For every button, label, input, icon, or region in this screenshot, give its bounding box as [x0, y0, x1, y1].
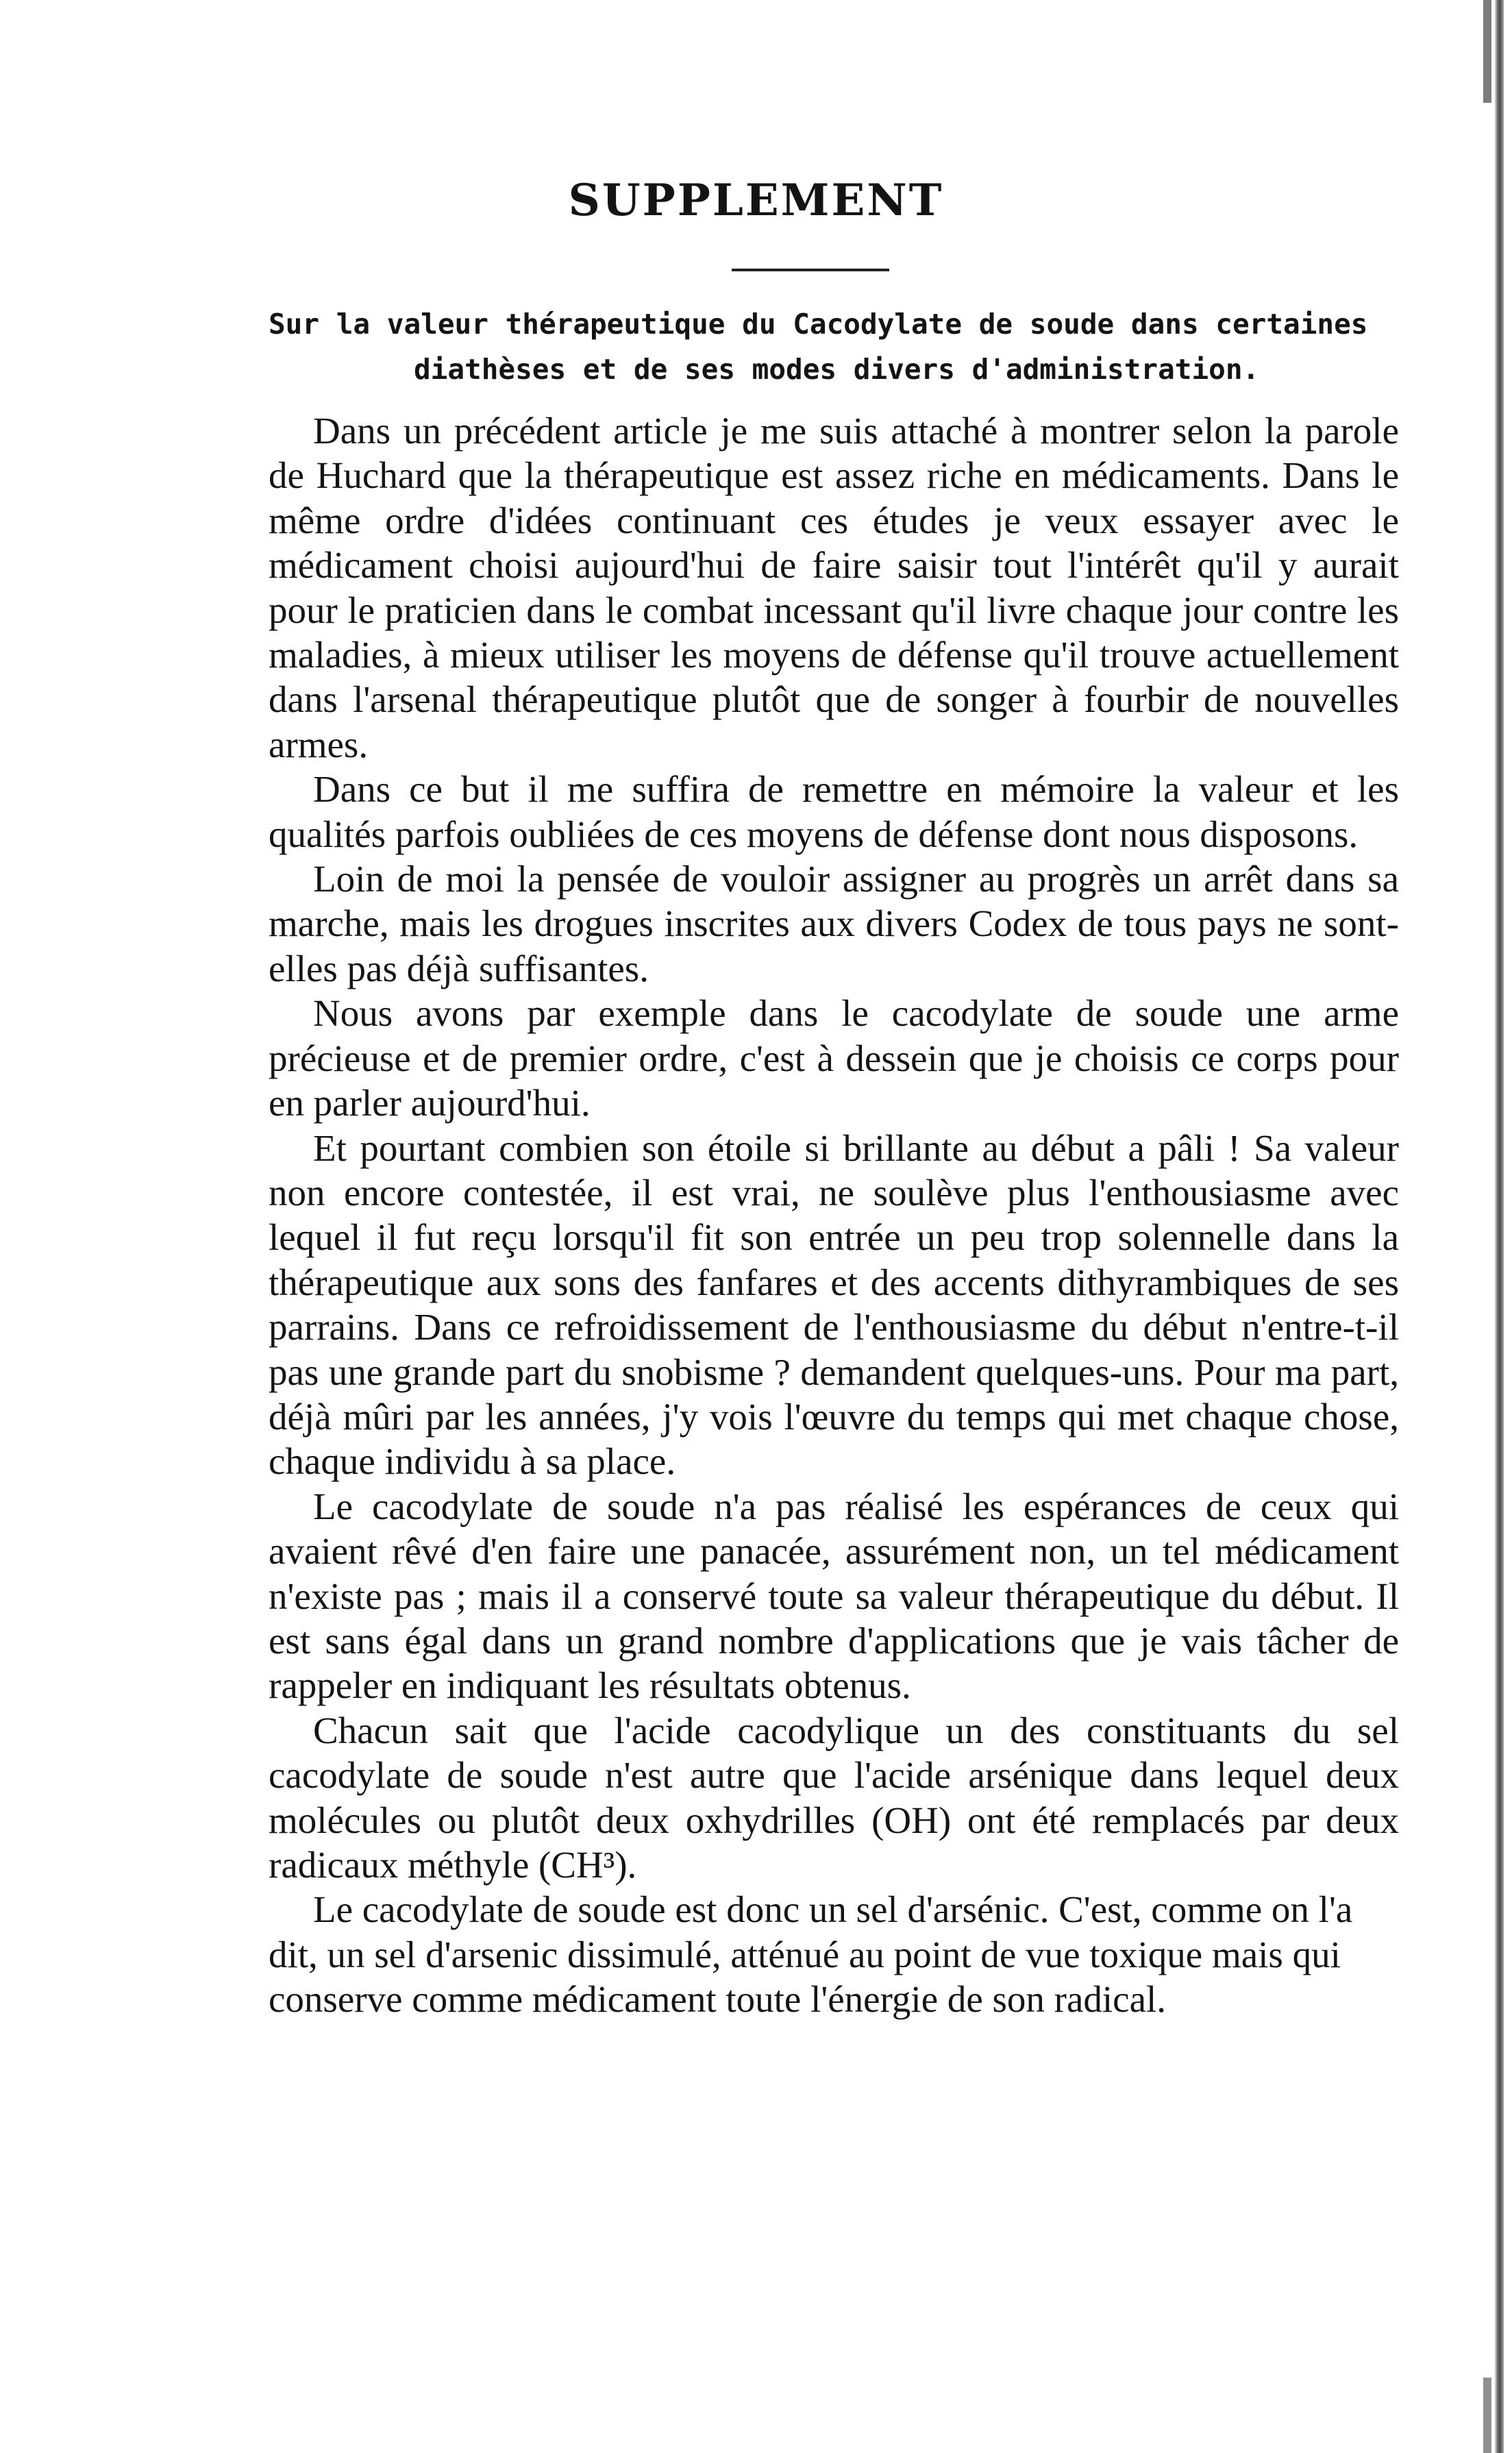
paragraph: Dans un précédent article je me suis attaché à montrer selon la parole de Huchard que la thérapeutique est assez riche en médicaments. Dans le même ordre d'idées continuant ces études je veux essayer avec le médicament choisi aujourd'hui de faire saisir tout l'intérêt qu'il y aurait pour le praticien dans le combat incessant qu'il livre chaque jour contre les maladies, à mieux utiliser les moyens de défense qu'il trouve actuellement dans l'arsenal thérapeutique plutôt que de songer à fourbir de nouvelles armes.	[269, 410, 1399, 765]
paragraph: Loin de moi la pensée de vouloir assigner au progrès un arrêt dans sa marche, mais les drogues inscrites aux divers Codex de tous pays ne sont-elles pas déjà suffisantes.	[269, 858, 1399, 989]
paragraph: Le cacodylate de soude n'a pas réalisé les espérances de ceux qui avaient rêvé d'en faire une panacée, assurément non, un tel médicament n'existe pas ; mais il a conservé toute sa valeur thérapeutique du début. Il est sans égal dans un grand nombre d'applications que je vais tâcher de rappeler en indiquant les résultats obtenus.	[269, 1485, 1399, 1707]
binding-mark-bottom	[1483, 2378, 1491, 2453]
paragraph: Dans ce but il me suffira de remettre en mémoire la valeur et les qualités parfois oubliées de ces moyens de défense dont nous disposons.	[269, 768, 1399, 855]
subtitle-line-1: Sur la valeur thérapeutique du Cacodylate de soude dans certaines	[269, 308, 1368, 341]
paragraph: Le cacodylate de soude est donc un sel d'arsénic. C'est, comme on l'a dit, un sel d'arsenic dissimulé, atténué au point de vue toxique mais qui conserve comme médicament toute l'énergie de son radical.	[269, 1888, 1353, 2021]
binding-edge	[1494, 0, 1504, 2453]
binding-mark-top	[1483, 0, 1491, 103]
article-body	[269, 408, 1399, 2022]
subtitle-line-2: diathèses et de ses modes divers d'administration.	[414, 353, 1260, 386]
page-title: SUPPLEMENT	[568, 175, 944, 226]
section-subtitle	[269, 301, 1447, 392]
paragraph: Nous avons par exemple dans le cacodylate de soude une arme précieuse et de premier ordre, c'est à dessein que je choisis ce corps pour en parler aujourd'hui.	[269, 992, 1399, 1124]
paragraph: Chacun sait que l'acide cacodylique un des constituants du sel cacodylate de soude n'est autre que l'acide arsénique dans lequel deux molécules ou plutôt deux oxhydrilles (OH) ont été remplacés par deux radicaux méthyle (CH³).	[269, 1709, 1399, 1886]
paragraph: Et pourtant combien son étoile si brillante au début a pâli ! Sa valeur non encore contestée, il est vrai, ne soulève plus l'enthousiasme avec lequel il fut reçu lorsqu'il fit son entrée un peu trop solennelle dans la thérapeutique aux sons des fanfares et des accents dithyrambiques de ses parrains. Dans ce refroidissement de l'enthousiasme du début n'entre-t-il pas une grande part du snobisme ? demandent quelques-uns. Pour ma part, déjà mûri par les années, j'y vois l'œuvre du temps qui met chaque chose, chaque individu à sa place.	[269, 1126, 1399, 1483]
title-divider	[732, 269, 889, 271]
